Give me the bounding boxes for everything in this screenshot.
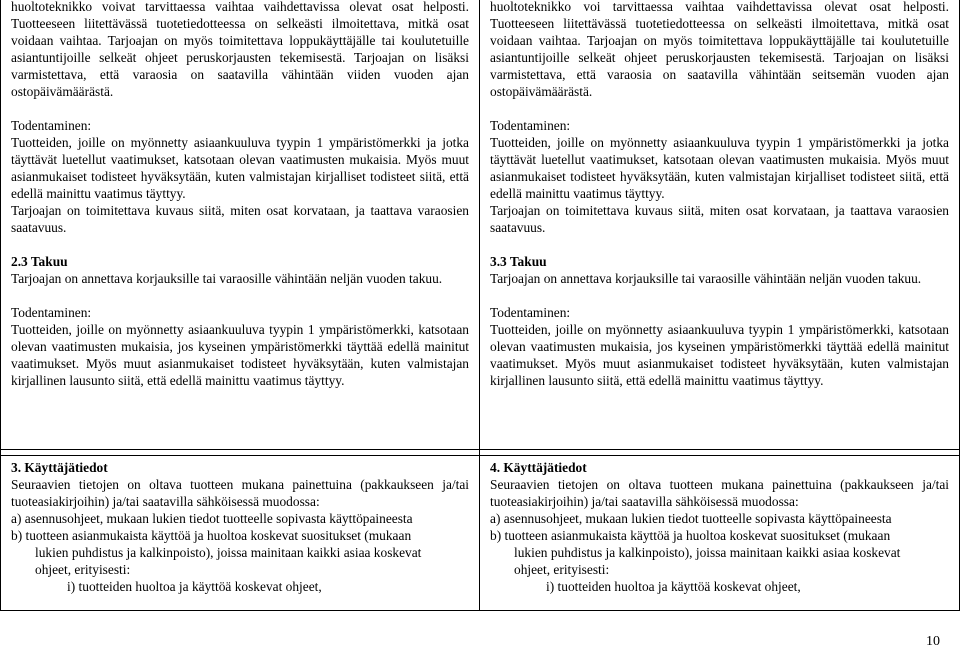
table-rule-middle xyxy=(0,449,960,450)
list-item-a: a) asennusohjeet, mukaan lukien tiedot tuotteelle sopivasta käyttöpaineesta xyxy=(490,511,892,526)
list-item-b: b) tuotteen asianmukaista käyttöä ja huoltoa koskevat suositukset (mukaan lukien puhdistus ja kalkinpoisto), joissa mainitaan kaikki asiaa koskevat ohjeet, erityisesti: xyxy=(490,528,901,577)
table-rule-lower xyxy=(0,455,960,456)
list-item-i: i) tuotteiden huoltoa ja käyttöä koskevat ohjeet, xyxy=(546,579,801,594)
warranty-paragraph: Tarjoajan on annettava korjauksille tai varaosille vähintään neljän vuoden takuu. xyxy=(490,271,922,286)
verification-paragraph: Tuotteiden, joille on myönnetty asiaankuuluva tyypin 1 ympäristömerkki ja jotka täyttävät luetellut vaatimukset, katsotaan olevan vaatimusten mukaisia. Myös muut asianmukaiset todisteet hyväksytään, kuten valmistajan kirjalliset todisteet siitä, että edellä mainittu vaatimus täyttyy. xyxy=(490,135,949,201)
user-info-heading: 3. Käyttäjätiedot xyxy=(11,460,108,475)
warranty-heading: 2.3 Takuu xyxy=(11,254,68,269)
verification-heading-2: Todentaminen: xyxy=(490,305,571,320)
verification-heading: Todentaminen: xyxy=(11,118,92,133)
verification-paragraph-3: Tuotteiden, joille on myönnetty asiaankuuluva tyypin 1 ympäristömerkki, katsotaan olevan vaatimusten mukaisia, jos kyseinen ympäristömerkki täyttää edellä mainitut vaatimukset. Myös muut asianmukaiset todisteet hyväksytään, kuten valmistajan kirjallinen lausunto siitä, että edellä mainittu vaatimus täyttyy. xyxy=(490,322,949,388)
user-info-intro: Seuraavien tietojen on oltava tuotteen mukana painettuina (pakkaukseen ja/tai tuoteasiakirjoihin) ja/tai saatavilla sähköisessä muodossa: xyxy=(11,477,469,509)
verification-paragraph: Tuotteiden, joille on myönnetty asiaankuuluva tyypin 1 ympäristömerkki ja jotka täyttävät luetellut vaatimukset, katsotaan olevan vaatimusten mukaisia. Myös muut asianmukaiset todisteet hyväksytään, kuten valmistajan kirjalliset todisteet siitä, että edellä mainittu vaatimus täyttyy. xyxy=(11,135,469,201)
table-rule-bottom xyxy=(0,610,960,611)
list-item-a: a) asennusohjeet, mukaan lukien tiedot tuotteelle sopivasta käyttöpaineesta xyxy=(11,511,413,526)
user-info-intro: Seuraavien tietojen on oltava tuotteen mukana painettuina (pakkaukseen ja/tai tuoteasiakirjoihin) ja/tai saatavilla sähköisessä muodossa: xyxy=(490,477,949,509)
top-right-cell xyxy=(479,0,960,389)
repair-paragraph: huoltoteknikko voivat tarvittaessa vaihtaa vaihdettavissa olevat osat helposti. Tuotteeseen liitettävässä tuotetiedotteessa on selkeästi ilmoitettava, mitkä osat voidaan vaihtaa. Tarjoajan on myös toimitettava loppukäyttäjälle tai koulutetuille asiantuntijoille selkeät ohjeet peruskorjausten tekemisestä. Tarjoajan on lisäksi varmistettava, että varaosia on saatavilla vähintään viiden vuoden ajan ostopäivämäärästä. xyxy=(11,0,469,99)
top-left-cell xyxy=(0,0,480,389)
verification-paragraph-2: Tarjoajan on toimitettava kuvaus siitä, miten osat korvataan, ja taattava varaosien saatavuus. xyxy=(490,203,949,235)
verification-paragraph-3: Tuotteiden, joille on myönnetty asiaankuuluva tyypin 1 ympäristömerkki, katsotaan olevan vaatimusten mukaisia, jos kyseinen ympäristömerkki täyttää edellä mainitut vaatimukset. Myös muut asianmukaiset todisteet hyväksytään, kuten valmistajan kirjallinen lausunto siitä, että edellä mainittu vaatimus täyttyy. xyxy=(11,322,469,388)
bottom-right-cell xyxy=(479,459,960,595)
verification-paragraph-2: Tarjoajan on toimitettava kuvaus siitä, miten osat korvataan, ja taattava varaosien saatavuus. xyxy=(11,203,469,235)
page-number: 10 xyxy=(926,634,940,649)
warranty-heading: 3.3 Takuu xyxy=(490,254,547,269)
list-item-i: i) tuotteiden huoltoa ja käyttöä koskevat ohjeet, xyxy=(67,579,322,594)
bottom-left-cell xyxy=(0,459,480,595)
verification-heading: Todentaminen: xyxy=(490,118,571,133)
verification-heading-2: Todentaminen: xyxy=(11,305,92,320)
user-info-heading: 4. Käyttäjätiedot xyxy=(490,460,587,475)
repair-paragraph: huoltoteknikko voi tarvittaessa vaihtaa vaihdettavissa olevat osat helposti. Tuotteeseen liitettävässä tuotetiedotteessa on selkeästi ilmoitettava, mitkä osat voidaan vaihtaa. Tarjoajan on myös toimitettava loppukäyttäjälle tai koulutetuille asiantuntijoille selkeät ohjeet peruskorjausten tekemisestä. Tarjoajan on lisäksi varmistettava, että varaosia on saatavilla vähintään seitsemän vuoden ajan ostopäivämäärästä. xyxy=(490,0,949,99)
list-item-b: b) tuotteen asianmukaista käyttöä ja huoltoa koskevat suositukset (mukaan lukien puhdistus ja kalkinpoisto), joissa mainitaan kaikki asiaa koskevat ohjeet, erityisesti: xyxy=(11,528,422,577)
warranty-paragraph: Tarjoajan on annettava korjauksille tai varaosille vähintään neljän vuoden takuu. xyxy=(11,271,443,286)
